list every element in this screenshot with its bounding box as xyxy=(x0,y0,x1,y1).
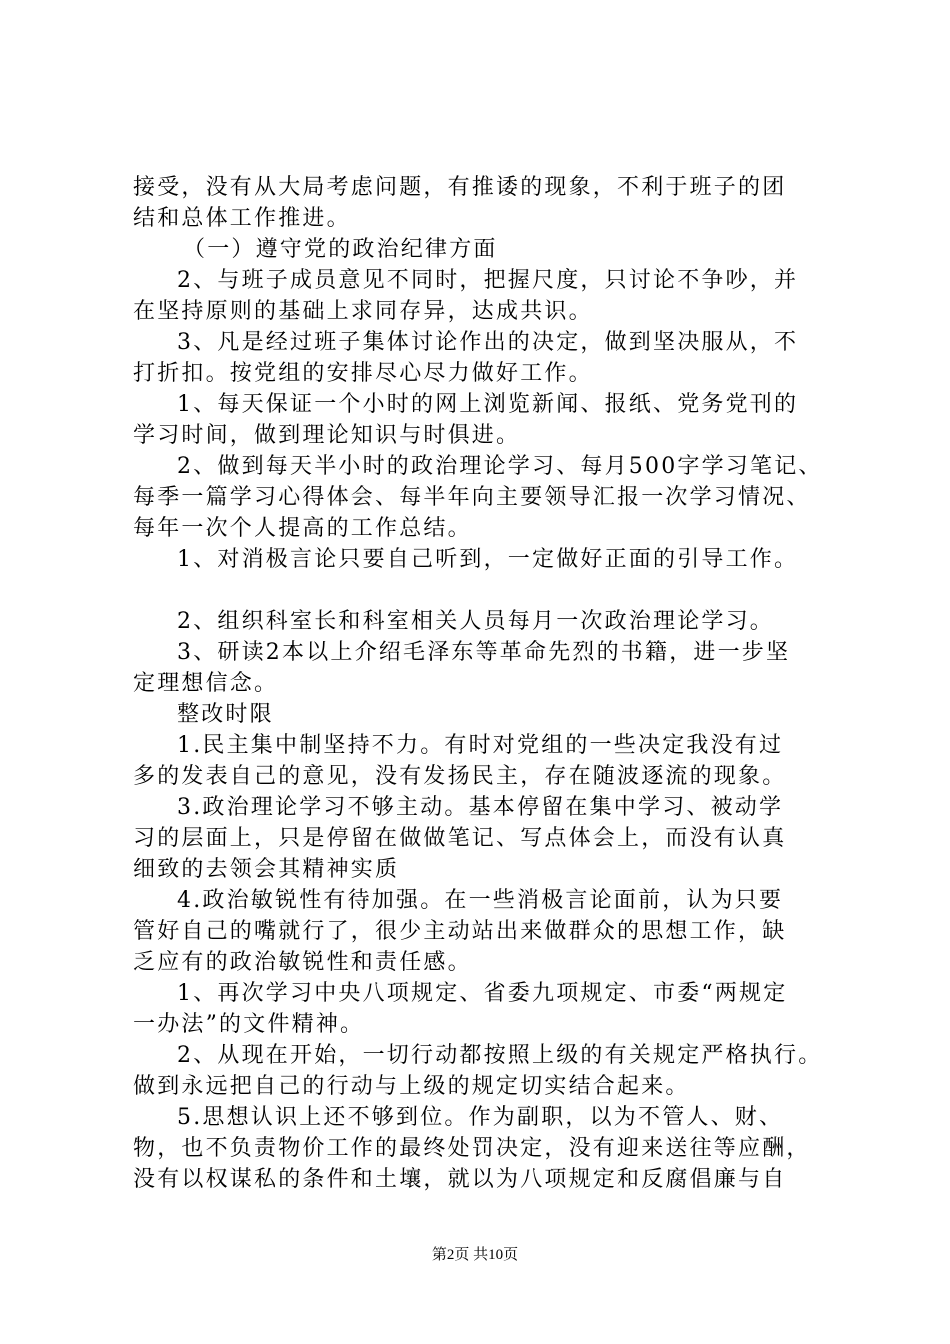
text-line: 管好自己的嘴就行了，很少主动站出来做群众的思想工作，缺 xyxy=(133,919,787,944)
text-line: 细致的去领会其精神实质 xyxy=(133,857,400,882)
text-line: 每季一篇学习心得体会、每半年向主要领导汇报一次学习情况、 xyxy=(133,485,811,510)
section-heading: （一）遵守党的政治纪律方面 xyxy=(183,237,498,262)
text-line: 习的层面上，只是停留在做做笔记、写点体会上，而没有认真 xyxy=(133,826,787,851)
text-line: 没有以权谋私的条件和土壤，就以为八项规定和反腐倡廉与自 xyxy=(133,1167,787,1192)
text-line: 一办法”的文件精神。 xyxy=(133,1012,365,1037)
text-line: 3、研读2本以上介绍毛泽东等革命先烈的书籍，进一步坚 xyxy=(177,640,791,665)
text-line: 乏应有的政治敏锐性和责任感。 xyxy=(133,950,472,975)
text-line: 物，也不负责物价工作的最终处罚决定，没有迎来送往等应酬， xyxy=(133,1136,811,1161)
text-line: 定理想信念。 xyxy=(133,671,279,696)
text-line: 在坚持原则的基础上求同存异，达成共识。 xyxy=(133,299,593,324)
text-line: 3、凡是经过班子集体讨论作出的决定，做到坚决服从，不 xyxy=(177,330,799,355)
text-line: 2、组织科室长和科室相关人员每月一次政治理论学习。 xyxy=(177,609,774,634)
text-line: 接受，没有从大局考虑问题，有推诿的现象，不利于班子的团 xyxy=(133,175,787,200)
text-line: 做到永远把自己的行动与上级的规定切实结合起来。 xyxy=(133,1074,690,1099)
text-line: 1.民主集中制坚持不力。有时对党组的一些决定我没有过 xyxy=(177,733,784,758)
section-heading: 整改时限 xyxy=(177,702,274,727)
blank-line xyxy=(133,575,833,606)
text-line: 3.政治理论学习不够主动。基本停留在集中学习、被动学 xyxy=(177,795,784,820)
text-line: 每年一次个人提高的工作总结。 xyxy=(133,516,472,541)
text-line: 2、做到每天半小时的政治理论学习、每月500字学习笔记、 xyxy=(177,454,823,479)
text-line: 2、从现在开始，一切行动都按照上级的有关规定严格执行。 xyxy=(177,1043,823,1068)
text-line: 1、对消极言论只要自己听到，一定做好正面的引导工作。 xyxy=(177,547,799,572)
text-line: 结和总体工作推进。 xyxy=(133,206,351,231)
text-line: 多的发表自己的意见，没有发扬民主，存在随波逐流的现象。 xyxy=(133,764,787,789)
text-line: 2、与班子成员意见不同时，把握尺度，只讨论不争吵，并 xyxy=(177,268,799,293)
document-body xyxy=(133,172,833,1195)
text-line: 学习时间，做到理论知识与时俱进。 xyxy=(133,423,521,448)
text-line: 4.政治敏锐性有待加强。在一些消极言论面前，认为只要 xyxy=(177,888,784,913)
text-line: 1、再次学习中央八项规定、省委九项规定、市委“两规定 xyxy=(177,981,788,1006)
text-line: 5.思想认识上还不够到位。作为副职，以为不管人、财、 xyxy=(177,1105,784,1130)
page-number-footer: 第2页 共10页 xyxy=(431,1247,519,1263)
text-line: 打折扣。按党组的安排尽心尽力做好工作。 xyxy=(133,361,593,386)
text-line: 1、每天保证一个小时的网上浏览新闻、报纸、党务党刊的 xyxy=(177,392,799,417)
